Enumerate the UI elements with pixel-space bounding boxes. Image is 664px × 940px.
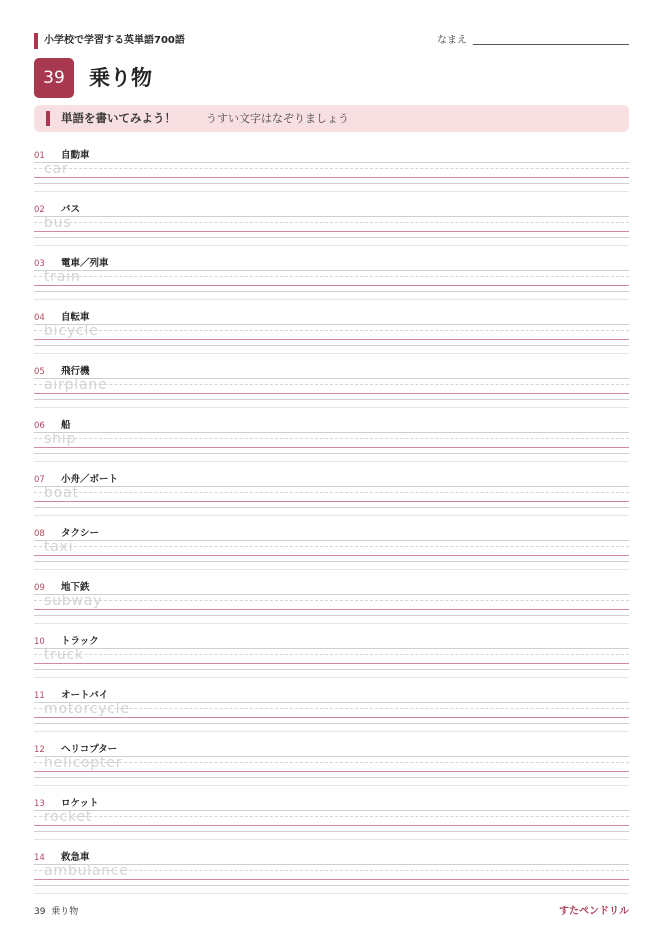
guide-line-top (34, 756, 629, 757)
guide-line-baseline (34, 501, 629, 502)
name-write-line (473, 44, 629, 45)
guide-line-baseline (34, 393, 629, 394)
header-bar (34, 33, 38, 49)
item-japanese: 飛行機 (61, 366, 90, 377)
row-separator (34, 515, 629, 516)
item-japanese: ヘリコプター (61, 744, 118, 755)
guide-line-middle (34, 168, 629, 169)
item-japanese: 自転車 (61, 312, 90, 323)
trace-word[interactable]: car (44, 161, 69, 177)
footer-section: 乗り物 (51, 907, 79, 917)
guide-line-bottom (34, 561, 629, 562)
item-number: 05 (34, 367, 45, 377)
trace-word[interactable]: train (44, 269, 81, 285)
guide-line-bottom (34, 831, 629, 832)
banner-accent-bar (46, 111, 50, 126)
guide-line-bottom (34, 615, 629, 616)
trace-word[interactable]: ship (44, 431, 77, 447)
row-separator (34, 623, 629, 624)
guide-line-bottom (34, 399, 629, 400)
footer-brand: すたペンドリル (559, 906, 629, 917)
guide-line-top (34, 162, 629, 163)
guide-line-baseline (34, 339, 629, 340)
guide-line-baseline (34, 609, 629, 610)
row-separator (34, 407, 629, 408)
trace-word[interactable]: ambulance (44, 863, 129, 879)
item-number: 09 (34, 583, 45, 593)
item-number: 01 (34, 151, 45, 161)
row-separator (34, 245, 629, 246)
guide-line-top (34, 810, 629, 811)
word-item (34, 474, 629, 524)
word-item (34, 798, 629, 848)
guide-line-top (34, 540, 629, 541)
guide-line-top (34, 594, 629, 595)
trace-word[interactable]: helicopter (44, 755, 123, 771)
guide-line-baseline (34, 231, 629, 232)
guide-line-top (34, 270, 629, 271)
word-item (34, 204, 629, 254)
row-separator (34, 299, 629, 300)
guide-line-middle (34, 816, 629, 817)
banner-instruction: 単語を書いてみよう！ (61, 111, 176, 125)
trace-word[interactable]: truck (44, 647, 84, 663)
item-japanese: オートバイ (61, 690, 109, 701)
row-separator (34, 353, 629, 354)
row-separator (34, 461, 629, 462)
trace-word[interactable]: boat (44, 485, 79, 501)
guide-line-bottom (34, 453, 629, 454)
item-japanese: 自動車 (61, 150, 90, 161)
item-japanese: ロケット (61, 798, 99, 809)
guide-line-baseline (34, 771, 629, 772)
guide-line-middle (34, 384, 629, 385)
item-number: 04 (34, 313, 45, 323)
guide-line-baseline (34, 825, 629, 826)
guide-line-baseline (34, 285, 629, 286)
item-number: 11 (34, 691, 45, 701)
guide-line-top (34, 648, 629, 649)
word-item (34, 852, 629, 902)
item-japanese: 電車／列車 (61, 258, 109, 269)
guide-line-middle (34, 492, 629, 493)
item-number: 06 (34, 421, 45, 431)
row-separator (34, 569, 629, 570)
word-item (34, 582, 629, 632)
guide-line-top (34, 486, 629, 487)
guide-line-top (34, 216, 629, 217)
item-number: 10 (34, 637, 45, 647)
row-separator (34, 677, 629, 678)
guide-line-bottom (34, 183, 629, 184)
row-separator (34, 893, 629, 894)
item-japanese: 船 (61, 420, 71, 431)
lesson-title: 乗り物 (89, 66, 152, 90)
footer-page-info (34, 906, 78, 918)
guide-line-top (34, 324, 629, 325)
item-number: 02 (34, 205, 45, 215)
book-title: 小学校で学習する英単語700語 (44, 35, 185, 46)
trace-word[interactable]: motorcycle (44, 701, 130, 717)
item-number: 14 (34, 853, 45, 863)
row-separator (34, 785, 629, 786)
footer-page-number: 39 (34, 907, 46, 917)
word-item (34, 312, 629, 362)
row-separator (34, 191, 629, 192)
item-japanese: トラック (61, 636, 99, 647)
trace-word[interactable]: bicycle (44, 323, 99, 339)
guide-line-bottom (34, 291, 629, 292)
word-item (34, 528, 629, 578)
word-item (34, 744, 629, 794)
item-number: 12 (34, 745, 45, 755)
guide-line-baseline (34, 555, 629, 556)
row-separator (34, 839, 629, 840)
guide-line-baseline (34, 177, 629, 178)
guide-line-middle (34, 222, 629, 223)
lesson-number-badge: 39 (34, 58, 74, 98)
banner-subinstruction: うすい文字はなぞりましょう (206, 112, 349, 125)
item-number: 13 (34, 799, 45, 809)
guide-line-baseline (34, 663, 629, 664)
guide-line-middle (34, 330, 629, 331)
row-separator (34, 731, 629, 732)
item-japanese: 救急車 (61, 852, 90, 863)
guide-line-middle (34, 762, 629, 763)
trace-word[interactable]: airplane (44, 377, 108, 393)
word-item (34, 366, 629, 416)
word-item (34, 420, 629, 470)
item-japanese: 地下鉄 (61, 582, 90, 593)
guide-line-top (34, 432, 629, 433)
trace-word[interactable]: subway (44, 593, 103, 609)
instruction-banner (34, 105, 629, 132)
trace-word[interactable]: bus (44, 215, 72, 231)
item-number: 07 (34, 475, 45, 485)
word-item (34, 258, 629, 308)
item-number: 08 (34, 529, 45, 539)
item-japanese: タクシー (61, 528, 100, 539)
item-japanese: バス (61, 204, 81, 215)
guide-line-middle (34, 654, 629, 655)
guide-line-bottom (34, 885, 629, 886)
guide-line-middle (34, 546, 629, 547)
guide-line-baseline (34, 447, 629, 448)
item-japanese: 小舟／ボート (61, 474, 119, 485)
guide-line-top (34, 378, 629, 379)
word-item (34, 636, 629, 686)
guide-line-middle (34, 276, 629, 277)
name-label: なまえ (437, 35, 467, 46)
trace-word[interactable]: taxi (44, 539, 74, 555)
guide-line-bottom (34, 345, 629, 346)
guide-line-bottom (34, 237, 629, 238)
guide-line-bottom (34, 723, 629, 724)
guide-line-bottom (34, 777, 629, 778)
item-number: 03 (34, 259, 45, 269)
word-item (34, 690, 629, 740)
guide-line-bottom (34, 507, 629, 508)
trace-word[interactable]: rocket (44, 809, 93, 825)
word-item (34, 150, 629, 200)
guide-line-bottom (34, 669, 629, 670)
guide-line-middle (34, 438, 629, 439)
guide-line-middle (34, 600, 629, 601)
